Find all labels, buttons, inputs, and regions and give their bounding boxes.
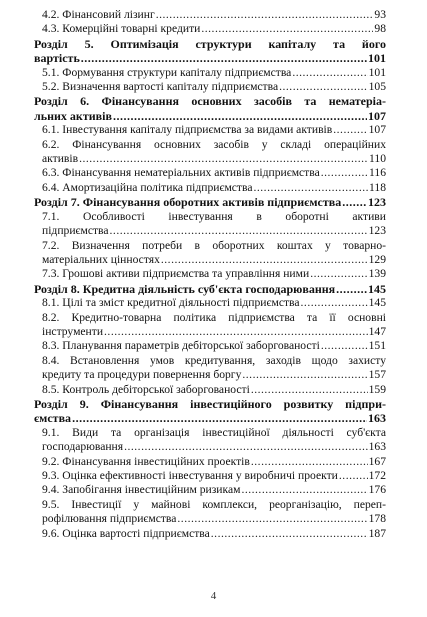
toc-page-number: 129 bbox=[368, 252, 386, 266]
toc-page-number: 167 bbox=[368, 454, 386, 468]
toc-page-number: 151 bbox=[368, 339, 386, 353]
toc-page-number: 147 bbox=[368, 324, 386, 338]
toc-subsection-entry bbox=[24, 527, 386, 541]
toc-page-number: 123 bbox=[368, 224, 386, 238]
dot-leader bbox=[72, 411, 367, 425]
dot-leader bbox=[104, 325, 368, 339]
toc-page-number: 159 bbox=[368, 382, 386, 396]
toc-entry-text: 9.6. Оцінка вартості підприємства bbox=[42, 526, 210, 540]
toc-page-number: 118 bbox=[369, 180, 386, 194]
toc-subsection-entry bbox=[24, 80, 386, 94]
toc-entry-text: ємства bbox=[34, 411, 72, 426]
toc-entry-text: господарювання bbox=[42, 440, 124, 454]
toc-subsection-entry bbox=[24, 296, 386, 310]
table-of-contents bbox=[24, 8, 386, 541]
dot-leader bbox=[321, 166, 368, 180]
dot-leader bbox=[241, 483, 367, 497]
toc-section-entry bbox=[24, 195, 386, 209]
dot-leader bbox=[292, 66, 367, 80]
dot-leader bbox=[251, 455, 368, 469]
toc-entry-text: 6.2. Фінансування основних засобів у складі операційних bbox=[42, 137, 386, 151]
toc-entry-text: інструменти bbox=[42, 324, 104, 338]
toc-entry-text: 6.3. Фінансування нематеріальних активів підприємства bbox=[42, 166, 320, 180]
toc-subsection-entry bbox=[24, 166, 386, 180]
dot-leader bbox=[110, 224, 368, 238]
toc-entry-text: 9.4. Запобігання інвестиційним ризикам bbox=[42, 483, 241, 497]
toc-subsection-entry bbox=[24, 483, 386, 497]
toc-subsection-entry bbox=[24, 455, 386, 469]
toc-entry-text: Розділ 5. Оптимізація структури капіталу та його bbox=[34, 36, 386, 51]
toc-page-number: 101 bbox=[368, 65, 386, 79]
toc-subsection-entry bbox=[24, 239, 386, 268]
toc-subsection-entry bbox=[24, 311, 386, 340]
toc-entry-text: 7.3. Грошові активи підприємства та управління ними bbox=[42, 267, 310, 281]
toc-subsection-entry bbox=[24, 210, 386, 239]
toc-entry-text: 4.2. Фінансовий лізинг bbox=[42, 8, 155, 21]
toc-entry-text: 7.1. Особливості інвестування в оборотні активи bbox=[42, 209, 386, 223]
toc-page-number: 176 bbox=[368, 483, 386, 497]
toc-page-number: 145 bbox=[368, 281, 386, 296]
toc-subsection-entry bbox=[24, 469, 386, 483]
toc-subsection-entry bbox=[24, 66, 386, 80]
dot-leader bbox=[333, 123, 367, 137]
toc-entry-text: Розділ 6. Фінансування основних засобів та нематеріа- bbox=[34, 94, 386, 109]
toc-entry-text: кредиту та процедури повернення боргу bbox=[42, 368, 242, 382]
toc-section-entry bbox=[24, 282, 386, 296]
toc-entry-text: вартість bbox=[34, 51, 80, 66]
toc-entry-text: 5.1. Формування структури капіталу підприємства bbox=[42, 65, 292, 79]
toc-entry-text: 5.2. Визначення вартості капіталу підприємства bbox=[42, 80, 279, 94]
dot-leader bbox=[201, 22, 373, 36]
toc-entry-text: 8.2. Кредитно-товарна політика підприємства та її основні bbox=[42, 310, 386, 324]
toc-entry-text: Розділ 7. Фінансування оборотних активів підприємства bbox=[34, 195, 342, 210]
dot-leader bbox=[113, 109, 367, 123]
toc-subsection-entry bbox=[24, 498, 386, 527]
toc-entry-text: 6.1. Інвестування капіталу підприємства за видами активів bbox=[42, 123, 333, 137]
dot-leader bbox=[156, 8, 374, 22]
toc-entry-text: 9.5. Інвестиції у майнові комплекси, реорганізацію, переп- bbox=[42, 497, 386, 511]
toc-entry-text: 4.3. Комерційні товарні кредити bbox=[42, 22, 201, 36]
toc-page-number: 98 bbox=[374, 22, 386, 36]
toc-section-entry bbox=[24, 37, 386, 66]
page-number: 4 bbox=[210, 590, 217, 602]
toc-entry-text: підприємства bbox=[42, 224, 109, 238]
toc-entry-text: 9.3. Оцінка ефективності інвестування у виробничі проекти bbox=[42, 469, 338, 482]
toc-entry-text: 9.2. Фінансування інвестиційних проектів bbox=[42, 454, 250, 468]
toc-entry-text: Розділ 8. Кредитна діяльність суб'єкта господарювання bbox=[34, 281, 336, 296]
toc-page-number: 187 bbox=[368, 526, 386, 540]
toc-subsection-entry bbox=[24, 123, 386, 137]
dot-leader bbox=[279, 80, 368, 94]
dot-leader bbox=[177, 512, 367, 526]
toc-entry-text: льних активів bbox=[34, 108, 112, 123]
dot-leader bbox=[301, 296, 368, 310]
toc-page-number: 145 bbox=[368, 296, 386, 310]
dot-leader bbox=[81, 51, 367, 65]
toc-page-number: 172 bbox=[368, 469, 386, 482]
toc-subsection-entry bbox=[24, 267, 386, 281]
dot-leader bbox=[161, 253, 368, 267]
toc-subsection-entry bbox=[24, 8, 386, 22]
dot-leader bbox=[321, 339, 368, 353]
toc-section-entry bbox=[24, 94, 386, 123]
toc-subsection-entry bbox=[24, 354, 386, 383]
toc-page-number: 116 bbox=[369, 166, 386, 180]
toc-subsection-entry bbox=[24, 138, 386, 167]
dot-leader bbox=[342, 195, 367, 209]
toc-entry-text: 6.4. Амортизаційна політика підприємства bbox=[42, 180, 253, 194]
dot-leader bbox=[336, 282, 367, 296]
dot-leader bbox=[253, 181, 368, 195]
dot-leader bbox=[211, 527, 368, 541]
toc-page-number: 93 bbox=[374, 8, 386, 21]
toc-section-entry bbox=[24, 397, 386, 426]
toc-subsection-entry bbox=[24, 383, 386, 397]
toc-entry-text: 8.5. Контроль дебіторської заборгованості bbox=[42, 382, 250, 396]
dot-leader bbox=[124, 440, 368, 454]
toc-page-number: 139 bbox=[368, 267, 386, 281]
dot-leader bbox=[339, 469, 368, 483]
toc-page-number: 178 bbox=[368, 512, 386, 526]
dot-leader bbox=[242, 368, 367, 382]
toc-page-number: 157 bbox=[368, 368, 386, 382]
dot-leader bbox=[79, 152, 368, 166]
toc-page-number: 105 bbox=[368, 80, 386, 94]
toc-page-number: 110 bbox=[369, 152, 386, 166]
toc-entry-text: Розділ 9. Фінансування інвестиційного розвитку підпри- bbox=[34, 396, 386, 411]
toc-subsection-entry bbox=[24, 426, 386, 455]
toc-entry-text: матеріальних цінностях bbox=[42, 252, 160, 266]
toc-page-number: 101 bbox=[368, 51, 386, 66]
toc-page-number: 123 bbox=[368, 195, 386, 210]
toc-entry-text: активів bbox=[42, 152, 79, 166]
toc-entry-text: 7.2. Визначення потреби в оборотних коштах у товарно- bbox=[42, 238, 386, 252]
toc-subsection-entry bbox=[24, 22, 386, 36]
toc-entry-text: 8.1. Цілі та зміст кредитної діяльності підприємства bbox=[42, 296, 300, 310]
toc-entry-text: 9.1. Види та організація інвестиційної діяльності суб'єкта bbox=[42, 425, 386, 439]
toc-subsection-entry bbox=[24, 339, 386, 353]
toc-page-number: 163 bbox=[368, 411, 386, 426]
dot-leader bbox=[251, 383, 368, 397]
toc-subsection-entry bbox=[24, 181, 386, 195]
toc-page-number: 163 bbox=[368, 440, 386, 454]
toc-entry-text: рофілювання підприємства bbox=[42, 512, 177, 526]
toc-entry-text: 8.3. Планування параметрів дебіторської заборгованості bbox=[42, 339, 320, 353]
dot-leader bbox=[310, 267, 367, 281]
toc-page-number: 107 bbox=[368, 108, 386, 123]
toc-page-number: 107 bbox=[368, 123, 386, 137]
toc-entry-text: 8.4. Встановлення умов кредитування, заходів щодо захисту bbox=[42, 353, 386, 367]
